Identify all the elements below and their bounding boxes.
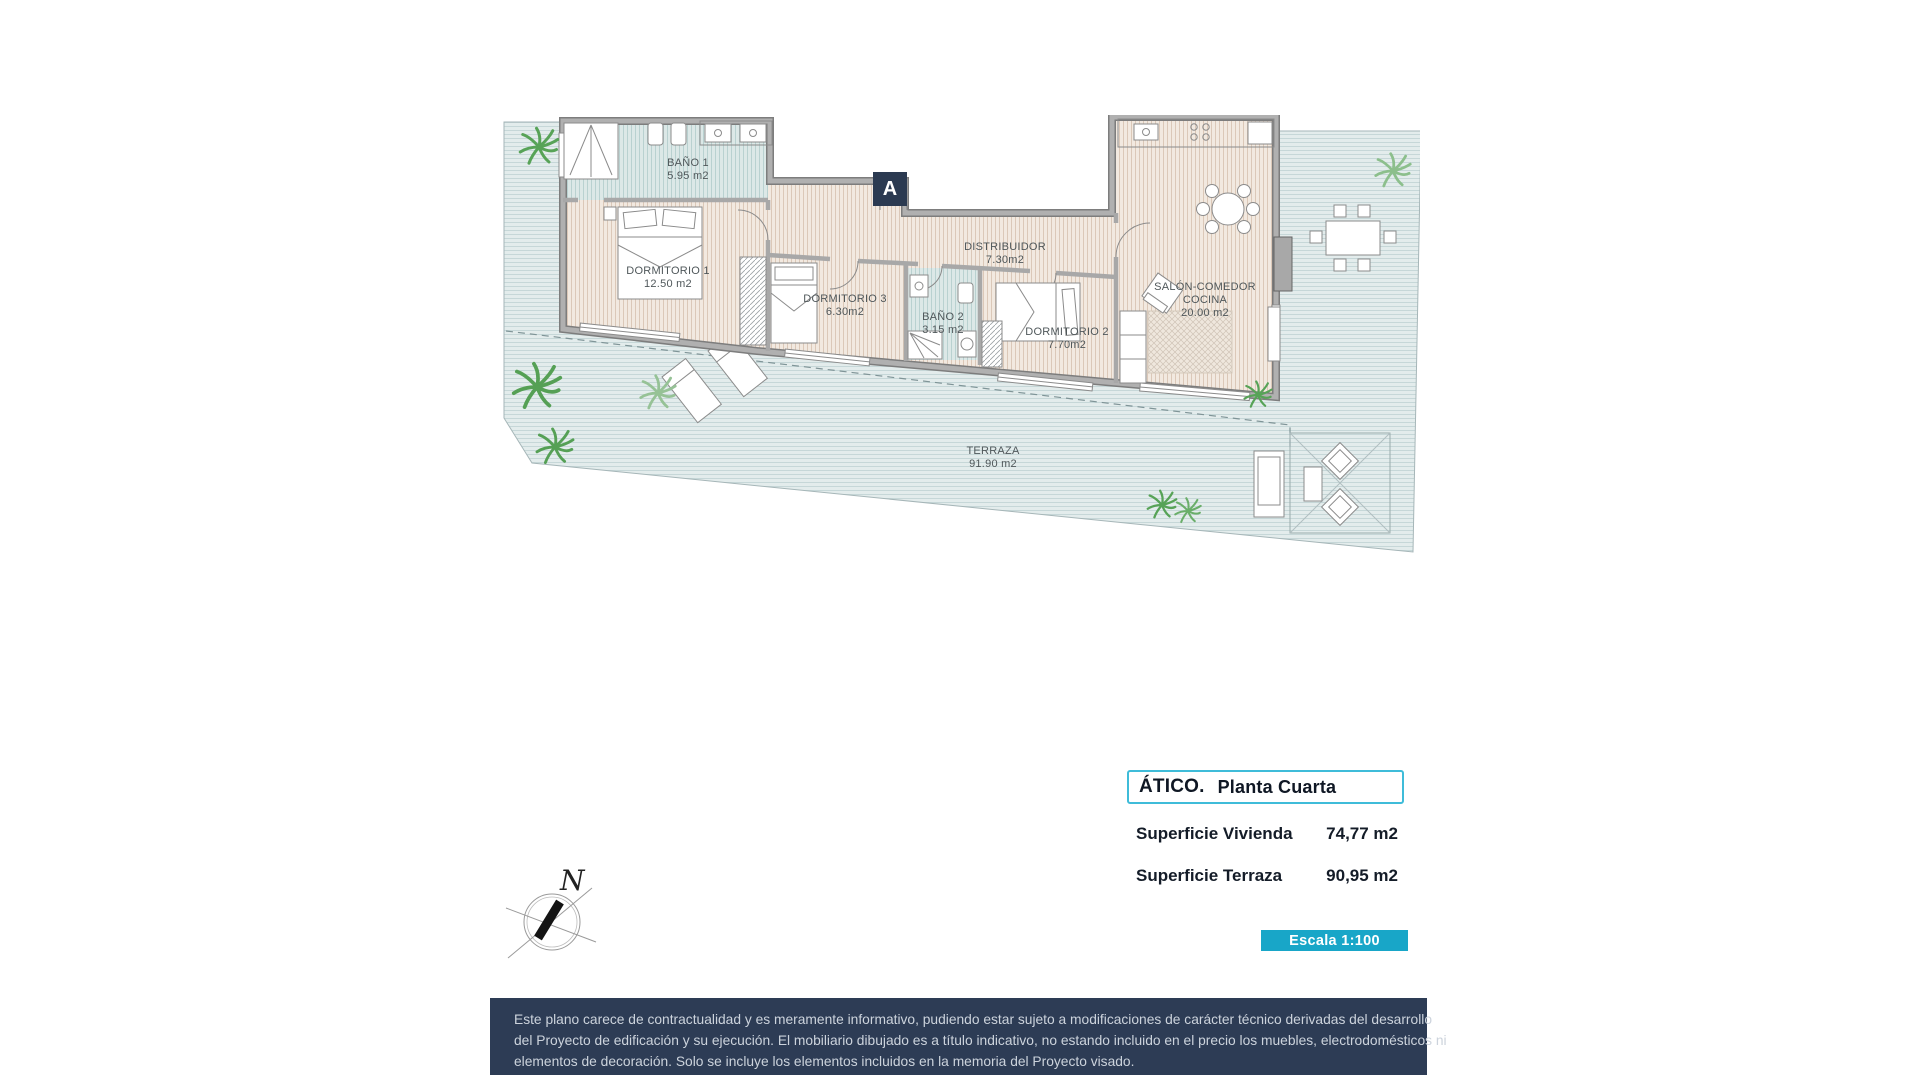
section-badge-a: A — [873, 172, 907, 206]
north-arrow-icon — [492, 858, 616, 982]
plan-title-sub: Planta Cuarta — [1217, 776, 1337, 797]
title-box — [1127, 770, 1404, 804]
chimney-pillar — [1274, 237, 1292, 291]
room-label-bano-1: BAÑO 1 5.95 m2 — [667, 157, 709, 182]
scale-badge: Escala 1:100 — [1261, 930, 1408, 951]
room-label-distribuidor: DISTRIBUIDOR 7.30m2 — [964, 241, 1046, 266]
floor-plan — [500, 115, 1420, 565]
disclaimer-line: Este plano carece de contractualidad y es meramente informativo, pudiendo estar sujeto a modificaciones de carácter técnico derivadas del desarrollo — [514, 1012, 1432, 1027]
room-label-dormitorio-1: DORMITORIO 1 12.50 m2 — [626, 265, 710, 290]
room-label-dormitorio-3: DORMITORIO 3 6.30m2 — [803, 293, 887, 318]
sofa — [1120, 311, 1146, 383]
svg-text:N: N — [560, 864, 585, 897]
floor-plan-drawing — [500, 115, 1420, 565]
disclaimer-bar — [490, 998, 1447, 1075]
room-label-salon-comedor-cocina: SALÓN-COMEDOR COCINA 20.00 m2 — [1154, 281, 1256, 319]
area-label: Superficie Terraza — [1136, 866, 1283, 885]
tv-unit — [1268, 307, 1280, 361]
disclaimer-line: elementos de decoración. Solo se incluye los elementos incluidos en la memoria del Proyecto visado. — [514, 1054, 1135, 1069]
area-value: 74,77 m2 — [1326, 824, 1398, 843]
room-label-bano-2: BAÑO 2 3.15 m2 — [922, 311, 964, 336]
room-label-dormitorio-2: DORMITORIO 2 7.70m2 — [1025, 326, 1109, 351]
plan-title-main: ÁTICO. — [1139, 776, 1205, 797]
area-label: Superficie Vivienda — [1136, 824, 1293, 843]
room-label-terraza: TERRAZA 91.90 m2 — [966, 445, 1020, 470]
area-row-terraza — [1136, 866, 1398, 886]
area-row-vivienda — [1136, 824, 1398, 844]
area-value: 90,95 m2 — [1326, 866, 1398, 885]
north-compass — [492, 858, 616, 982]
disclaimer-line: del Proyecto de edificación y su ejecución. El mobiliario dibujado es a título indicativo, no estando incluido en el precio los muebles, electrodomésticos ni — [514, 1033, 1447, 1048]
